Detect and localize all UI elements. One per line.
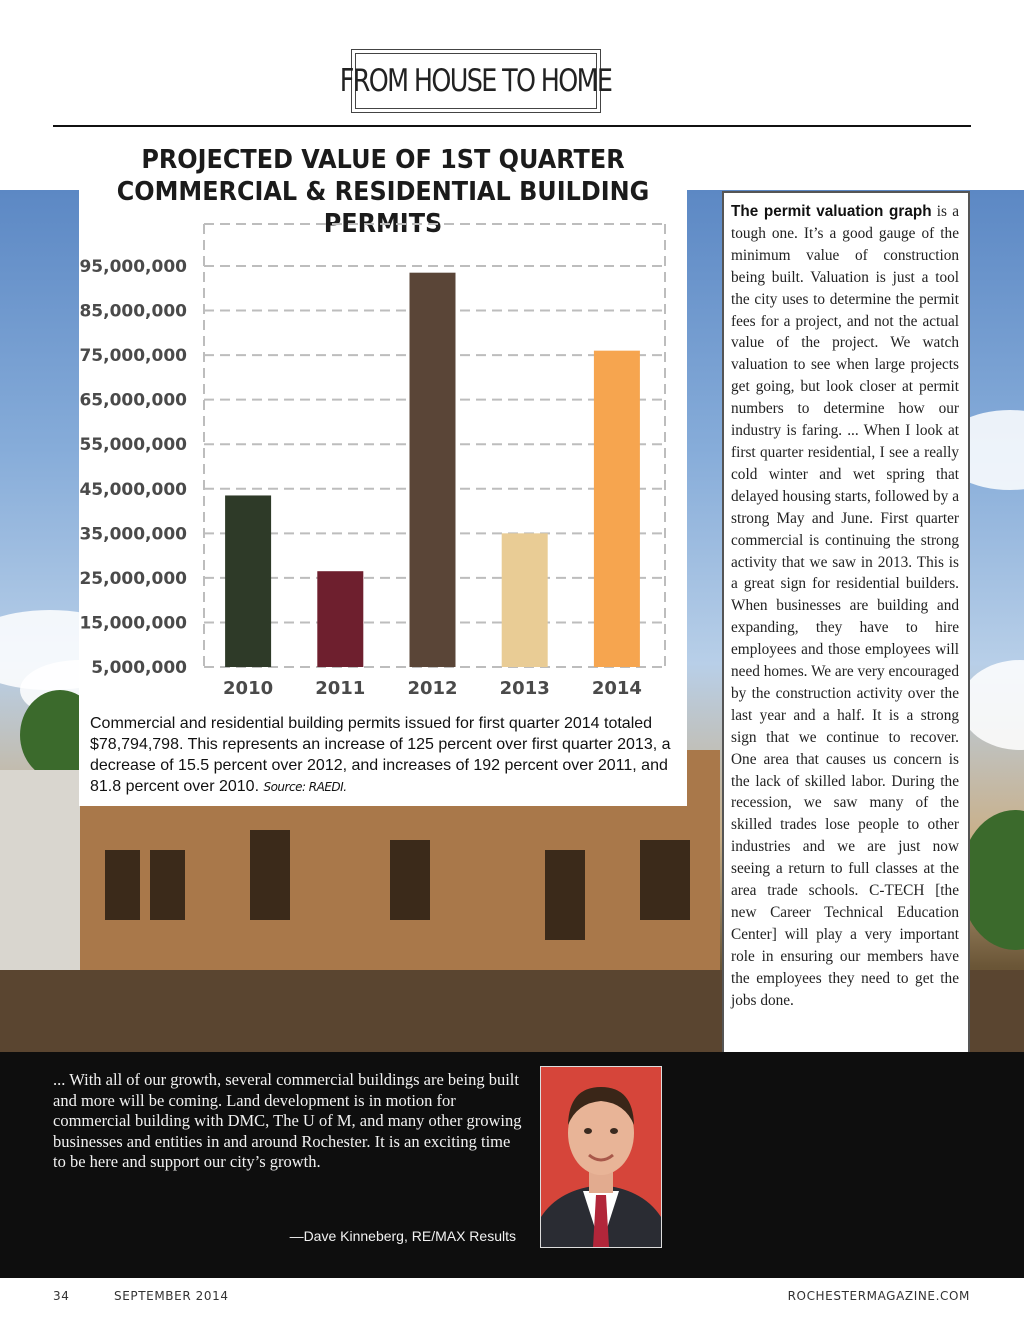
section-title-box [340, 49, 612, 113]
page-number: 34 [53, 1289, 70, 1303]
issue-date: SEPTEMBER 2014 [114, 1289, 229, 1303]
caption-source: Source: RAEDI. [263, 780, 347, 794]
bar-chart [79, 216, 687, 696]
dave-kinneberg-photo [540, 1066, 662, 1248]
x-tick-label: 2014 [591, 678, 642, 696]
y-tick-label: 45,000,000 [79, 479, 187, 500]
y-tick-label: 65,000,000 [79, 390, 187, 411]
bar-2014 [594, 351, 640, 667]
x-tick-label: 2013 [499, 678, 550, 696]
y-tick-label: 15,000,000 [79, 613, 187, 634]
x-axis-ticks [223, 678, 642, 696]
header-rule [53, 125, 971, 127]
x-tick-label: 2010 [223, 678, 274, 696]
x-tick-label: 2011 [315, 678, 366, 696]
x-tick-label: 2012 [407, 678, 458, 696]
section-title-inner-box [340, 53, 612, 109]
chart-caption [90, 713, 680, 798]
kinneberg-credit: —Dave Kinneberg, RE/MAX Results [289, 1228, 516, 1244]
bar-2010 [225, 495, 271, 667]
sidebar-lead: The permit valuation graph [731, 203, 932, 220]
y-axis-ticks [79, 257, 187, 678]
y-tick-label: 95,000,000 [79, 257, 187, 277]
y-tick-label: 85,000,000 [79, 301, 187, 322]
section-title: FROM HOUSE TO HOME [340, 63, 612, 99]
sidebar-body: is a tough one. It’s a good gauge of the minimum value of construction being built. Valuation is just a tool the city uses to determine the permit fees for a project, and not the actual value of the project. We watch valuation to see when large projects get going, but look closer at permit numbers to determine how our industry is faring. ... When I look at first quarter residential, I see a really cold winter and wet spring that delayed housing starts, followed by a strong May and June. First quarter commercial is continuing the strong activity that we saw in 2013. This is a great sign for residential builders. When businesses are building and expanding, they have to hire employees and those employees will need homes. We are very encouraged by the construction activity over the last year and a half. It is a strong sign that we continue to recover. One area that causes us concern is the lack of skilled labor. During the recession, we saw many of the skilled trades lose people to other industries and we are just now seeing a return to full classes at the area trade schools. C-TECH [the new Career Technical Education Center] will play a very important role in ensuring our members have the employees they need to get the jobs done. [731, 203, 959, 1009]
y-tick-label: 55,000,000 [79, 435, 187, 456]
y-tick-label: 25,000,000 [79, 568, 187, 589]
chart-panel [79, 138, 687, 806]
bar-2012 [410, 273, 456, 667]
y-tick-label: 5,000,000 [91, 658, 187, 678]
y-tick-label: 75,000,000 [79, 346, 187, 367]
chart-title-line-2: COMMERCIAL & RESIDENTIAL BUILDING PERMITS [116, 177, 650, 239]
y-tick-label: 35,000,000 [79, 524, 187, 545]
bar-2013 [502, 533, 548, 667]
chart-title-line-1: PROJECTED VALUE OF 1ST QUARTER [141, 145, 625, 175]
sidebar-quote-text [731, 201, 959, 1012]
caption-text: Commercial and residential building permits issued for first quarter 2014 totaled $78,794,798. This represents an increase of 125 percent over first quarter 2013, a decrease of 15.5 percent over 2012, and increases of 192 percent over 2011, and 81.8 percent over 2010. [90, 715, 671, 795]
bar-2011 [317, 571, 363, 667]
chart-bars [225, 273, 640, 667]
kinneberg-quote-text: ... With all of our growth, several commercial buildings are being built and more will be coming. Land development is in motion for commercial building with DMC, The U of M, and many other growing businesses and entities in and around Rochester. It is an exciting time to be here and support our city’s growth. [53, 1070, 522, 1171]
website: ROCHESTERMAGAZINE.COM [787, 1289, 970, 1303]
